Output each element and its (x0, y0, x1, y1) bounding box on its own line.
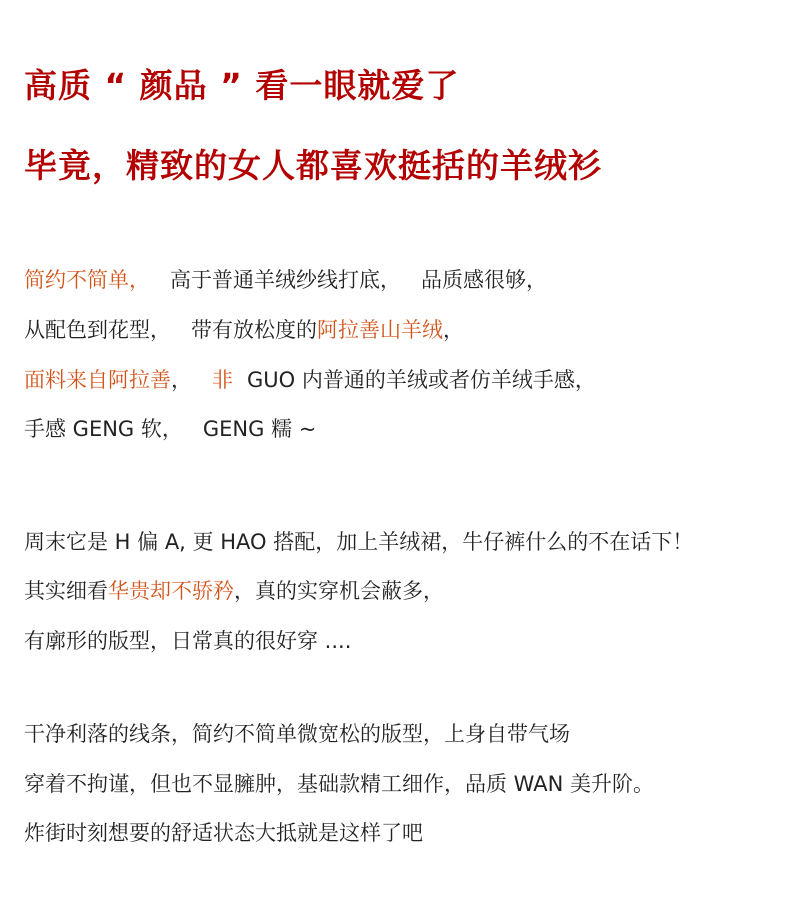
body-text: GENG 糯 ~ (202, 417, 317, 441)
highlight-text: 阿拉善山羊绒 (317, 318, 443, 342)
paragraph-3-line-2: 穿着不拘谨，但也不显臃肿，基础款精工细作，品质 WAN 美升阶。 (24, 772, 655, 796)
paragraph-2-line-3: 有廓形的版型，日常真的很好穿 .... (24, 629, 352, 653)
paragraph-2-line-1: 周末它是 H 偏 A, 更 HAO 搭配，加上羊绒裙，牛仔裤什么的不在话下！ (24, 530, 694, 554)
body-text: ，真的实穿机会蔽多， (234, 579, 444, 603)
paragraph-2-line-2 (24, 577, 444, 605)
body-text: 高于普通羊绒纱线打底， (170, 268, 401, 292)
paragraph-1-line-1 (24, 266, 547, 294)
body-text: 其实细看 (24, 579, 108, 603)
paragraph-3-line-3: 炸街时刻想要的舒适状态大抵就是这样了吧 (24, 821, 423, 845)
highlight-text: 非 (212, 368, 233, 392)
paragraph-1-line-3 (24, 366, 596, 394)
paragraph-1-line-2 (24, 316, 464, 344)
body-text: 品质感很够， (421, 268, 547, 292)
headline-line-2: 毕竟，精致的女人都喜欢挺括的羊绒衫 (24, 146, 602, 185)
body-text: 手感 GENG 软， (24, 417, 183, 441)
body-text: GUO 内普通的羊绒或者仿羊绒手感， (247, 368, 596, 392)
body-text: 带有放松度的 (191, 318, 317, 342)
highlight-text: 面料来自阿拉善 (24, 368, 171, 392)
highlight-text: 简约不简单， (24, 268, 150, 292)
body-text: 从配色到花型， (24, 318, 171, 342)
paragraph-1-line-4 (24, 415, 316, 443)
paragraph-3-line-1: 干净利落的线条，简约不简单微宽松的版型，上身自带气场 (24, 722, 570, 746)
body-text: ， (171, 368, 192, 392)
headline-line-1: 高质 “ 颜品 ” 看一眼就爱了 (24, 66, 460, 105)
body-text: ， (443, 318, 464, 342)
highlight-text: 华贵却不骄矜 (108, 579, 234, 603)
